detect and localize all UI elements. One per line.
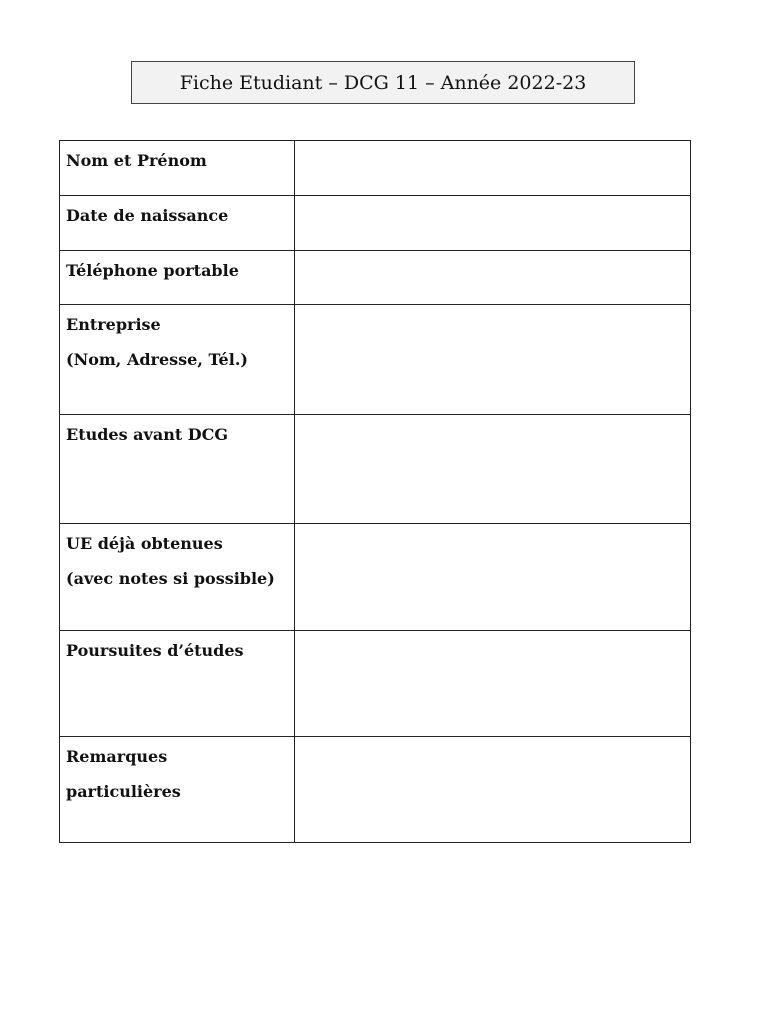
row-date-naissance (60, 196, 691, 251)
field-remarques[interactable] (295, 737, 691, 843)
field-entreprise[interactable] (295, 305, 691, 415)
label-remarques (60, 737, 295, 843)
row-ue-obtenues (60, 524, 691, 631)
row-entreprise (60, 305, 691, 415)
label-line: Poursuites d’études (66, 641, 244, 660)
field-telephone[interactable] (295, 251, 691, 305)
row-remarques (60, 737, 691, 843)
form-title-box (131, 61, 635, 104)
label-line: Nom et Prénom (66, 151, 207, 170)
row-etudes-avant (60, 415, 691, 524)
label-line: particulières (66, 782, 181, 801)
row-telephone (60, 251, 691, 305)
label-date-naissance (60, 196, 295, 251)
row-poursuites (60, 631, 691, 737)
label-line: (Nom, Adresse, Tél.) (66, 350, 248, 369)
label-entreprise (60, 305, 295, 415)
field-etudes-avant[interactable] (295, 415, 691, 524)
label-line: Téléphone portable (66, 261, 239, 280)
label-etudes-avant (60, 415, 295, 524)
field-date-naissance[interactable] (295, 196, 691, 251)
label-line: UE déjà obtenues (66, 534, 223, 553)
label-telephone (60, 251, 295, 305)
label-nom-prenom (60, 141, 295, 196)
label-line: Date de naissance (66, 206, 229, 225)
form-title: Fiche Etudiant – DCG 11 – Année 2022-23 (179, 71, 587, 94)
field-nom-prenom[interactable] (295, 141, 691, 196)
row-nom-prenom (60, 141, 691, 196)
label-line: Entreprise (66, 315, 161, 334)
label-poursuites (60, 631, 295, 737)
field-poursuites[interactable] (295, 631, 691, 737)
label-line: Etudes avant DCG (66, 425, 229, 444)
label-line: (avec notes si possible) (66, 569, 275, 588)
label-line: Remarques (66, 747, 168, 766)
student-form-table (59, 140, 691, 843)
field-ue-obtenues[interactable] (295, 524, 691, 631)
label-ue-obtenues (60, 524, 295, 631)
